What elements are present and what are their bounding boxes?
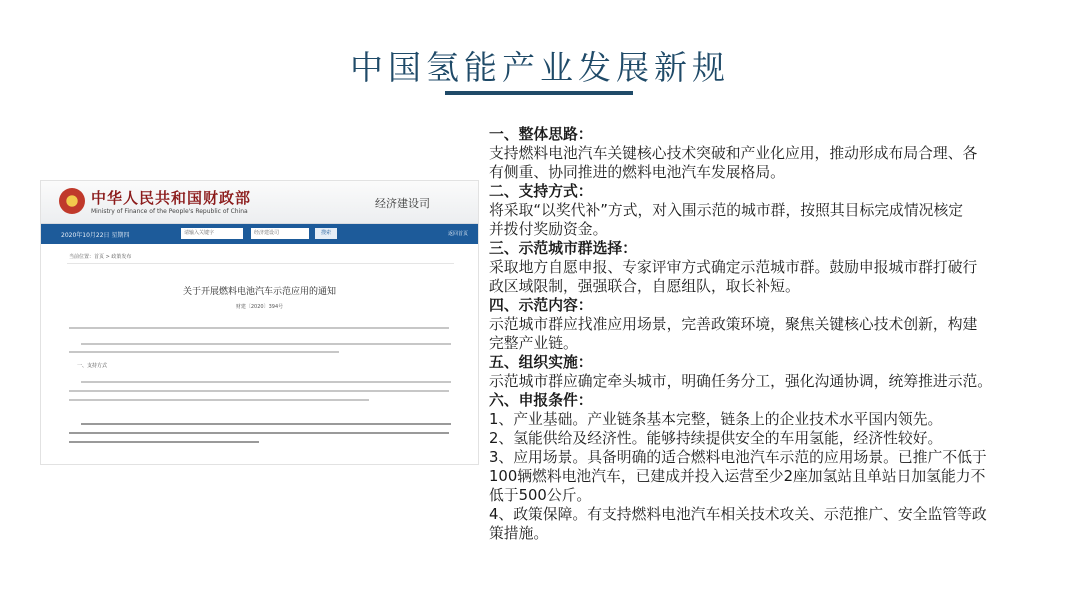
ministry-name-english: Ministry of Finance of the People's Republic of China	[91, 208, 248, 215]
department-name: 经济建设司	[375, 197, 430, 210]
section-text-line: 策措施。	[489, 525, 549, 542]
breadcrumb: 当前位置：首页 > 政策发布	[69, 254, 132, 260]
notice-text-line	[81, 423, 451, 425]
section-heading: 三、示范城市群选择：	[489, 240, 637, 257]
section-heading: 五、组织实施：	[489, 354, 593, 371]
section-text-line: 采取地方自愿申报、专家评审方式确定示范城市群。鼓励申报城市群打破行	[489, 259, 978, 276]
section-text-line: 低于500公斤。	[489, 487, 592, 504]
section-text-line: 支持燃料电池汽车关键核心技术突破和产业化应用，推动形成布局合理、各	[489, 145, 978, 162]
policy-content	[489, 125, 1054, 543]
section-heading: 一、整体思路：	[489, 126, 593, 143]
notice-text-line	[81, 381, 451, 383]
breadcrumb-divider	[67, 263, 454, 264]
notice-number: 财建〔2020〕394号	[235, 304, 284, 310]
notice-text-line	[69, 390, 449, 392]
section-text-line: 3、应用场景。具备明确的适合燃料电池汽车示范的应用场景。已推广不低于	[489, 449, 987, 466]
notice-text-line	[69, 432, 449, 434]
ministry-name: 中华人民共和国财政部	[91, 189, 252, 207]
section-heading: 六、申报条件：	[489, 392, 593, 409]
webpage-body	[41, 244, 478, 464]
national-emblem-icon	[59, 188, 85, 214]
nav-date: 2020年10月22日 星期四	[61, 232, 130, 239]
webpage-nav-bar	[41, 224, 478, 244]
home-link: 返回首页	[447, 231, 468, 237]
title-underline	[445, 91, 633, 95]
section-text-line: 将采取“以奖代补”方式，对入围示范的城市群，按照其目标完成情况核定	[489, 202, 964, 219]
notice-sub-heading: 一、支持方式	[77, 363, 108, 369]
section-heading: 四、示范内容：	[489, 297, 593, 314]
search-button: 搜索	[315, 228, 337, 239]
notice-text-line	[81, 343, 451, 345]
slide-title: 中国氢能产业发展新规	[350, 48, 730, 87]
notice-text-line	[69, 351, 339, 353]
section-text-line: 4、政策保障。有支持燃料电池汽车相关技术攻关、示范推广、安全监管等政	[489, 506, 987, 523]
department-select: 经济建设司	[251, 228, 309, 239]
section-text-line: 示范城市群应确定牵头城市，明确任务分工，强化沟通协调，统筹推进示范。	[489, 373, 993, 390]
webpage-header	[41, 181, 478, 224]
section-text-line: 政区域限制，强强联合，自愿组队，取长补短。	[489, 278, 800, 295]
notice-text-line	[69, 327, 449, 329]
search-input: 请输入关键字	[181, 228, 243, 239]
section-heading: 二、支持方式：	[489, 183, 593, 200]
section-text-line: 100辆燃料电池汽车，已建成并投入运营至少2座加氢站且单站日加氢能力不	[489, 468, 986, 485]
section-text-line: 1、产业基础。产业链条基本完整，链条上的企业技术水平国内领先。	[489, 411, 943, 428]
ministry-webpage-screenshot	[40, 180, 479, 465]
section-text-line: 并拨付奖励资金。	[489, 221, 608, 238]
notice-text-line	[69, 399, 369, 401]
notice-text-line	[69, 441, 259, 443]
section-text-line: 有侧重、协同推进的燃料电池汽车发展格局。	[489, 164, 785, 181]
section-text-line: 示范城市群应找准应用场景，完善政策环境，聚焦关键核心技术创新，构建	[489, 316, 978, 333]
section-text-line: 2、氢能供给及经济性。能够持续提供安全的车用氢能，经济性较好。	[489, 430, 943, 447]
section-text-line: 完整产业链。	[489, 335, 578, 352]
notice-title: 关于开展燃料电池汽车示范应用的通知	[182, 287, 336, 297]
